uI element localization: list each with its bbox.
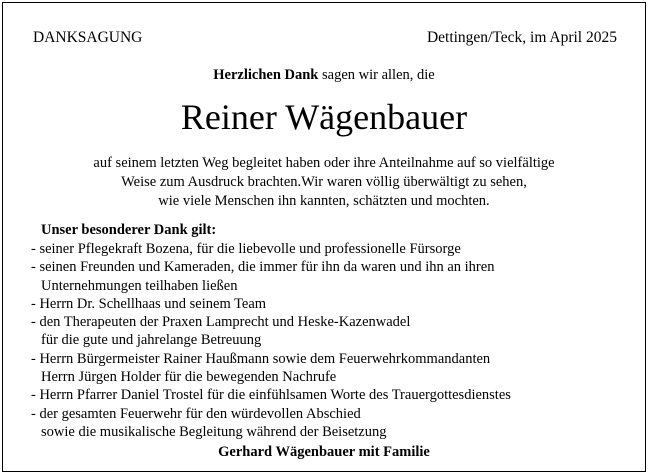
thanks-list (31, 240, 511, 441)
list-item-continuation: sowie die musikalische Begleitung während der Beisetzung (41, 423, 387, 440)
intro-line (3, 67, 645, 84)
list-item-continuation: Unternehmungen teilhaben ließen (41, 277, 238, 294)
list-item-continuation: für die gute und jahrelange Betreuung (41, 332, 262, 349)
list-item: - den Therapeuten der Praxen Lamprecht und Heske-Kazenwadel (31, 314, 411, 331)
deceased-name: Reiner Wägenbauer (180, 97, 468, 137)
paragraph-line: Weise zum Ausdruck brachten.Wir waren völlig überwältigt zu sehen, (121, 174, 527, 190)
list-item: - Herrn Bürgermeister Rainer Haußmann sowie dem Feuerwehrkommandanten (31, 350, 491, 367)
special-thanks-heading: Unser besonderer Dank gilt: (41, 222, 217, 238)
obituary-notice (2, 2, 646, 472)
list-item: - seiner Pflegekraft Bozena, für die liebevolle und professionelle Fürsorge (31, 241, 461, 257)
list-item: - Herrn Pfarrer Daniel Trostel für die einfühlsamen Worte des Trauergottesdienstes (31, 387, 511, 404)
paragraph-line: wie viele Menschen ihn kannten, schätzten und mochten. (158, 193, 490, 209)
intro-bold: Herzlichen Dank (213, 67, 319, 83)
place-date: Dettingen/Teck, im April 2025 (426, 29, 617, 46)
signature: Gerhard Wägenbauer mit Familie (218, 444, 430, 460)
notice-type-heading: DANKSAGUNG (33, 29, 143, 46)
list-item: - Herrn Dr. Schellhaas und seinem Team (31, 295, 267, 312)
thanks-paragraph (3, 154, 645, 211)
intro-rest: sagen wir allen, die (318, 67, 435, 83)
list-item-continuation: Herrn Jürgen Holder für die bewegenden Nachrufe (41, 369, 337, 386)
paragraph-line: auf seinem letzten Weg begleitet haben oder ihre Anteilnahme auf so vielfältige (93, 155, 555, 171)
list-item: - seinen Freunden und Kameraden, die immer für ihn da waren und ihn an ihren (31, 259, 495, 276)
list-item: - der gesamten Feuerwehr für den würdevollen Abschied (31, 405, 361, 422)
